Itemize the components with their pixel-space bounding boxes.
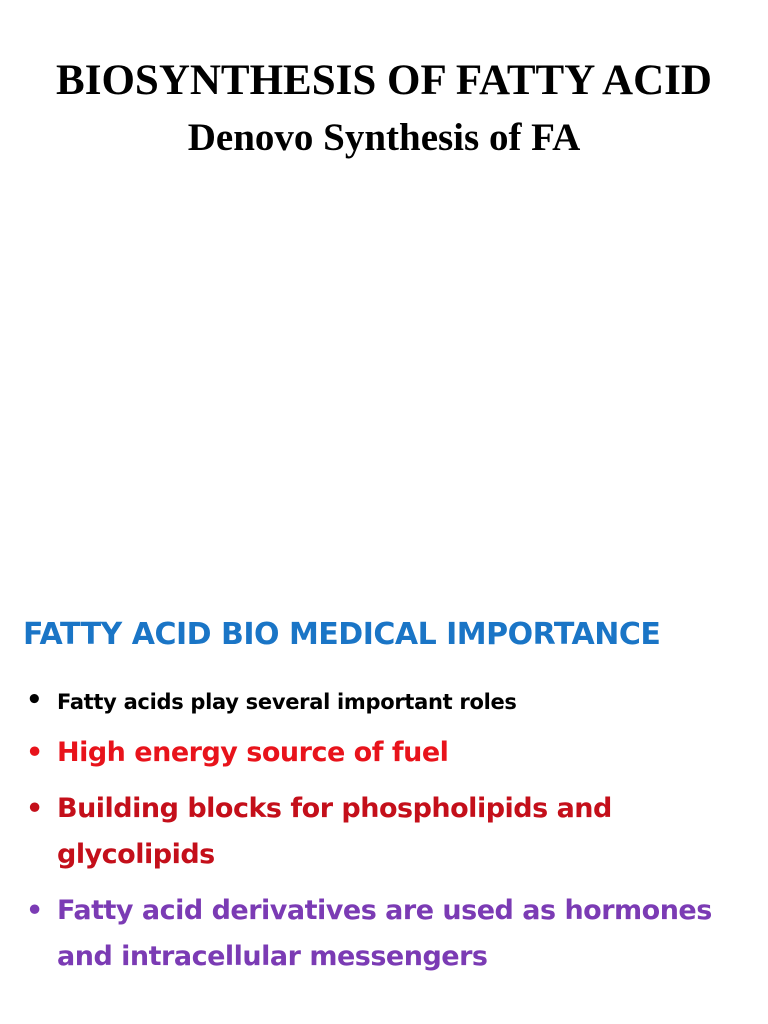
bullet-item xyxy=(26,786,756,878)
bullet-list xyxy=(26,680,756,980)
slide-importance xyxy=(0,580,768,1024)
page-subtitle: Denovo Synthesis of FA xyxy=(187,116,581,159)
bullet-dot-icon: • xyxy=(26,895,43,926)
page-title: BIOSYNTHESIS OF FATTY ACID xyxy=(56,57,712,104)
bullet-text: High energy source of fuel xyxy=(57,737,449,768)
bullet-text: Fatty acids play several important roles xyxy=(57,690,517,714)
bullet-dot-icon: • xyxy=(26,685,43,715)
section-heading: FATTY ACID BIO MEDICAL IMPORTANCE xyxy=(23,617,661,652)
bullet-text: Building blocks for phospholipids and glycolipids xyxy=(57,793,612,870)
bullet-text: Fatty acid derivatives are used as hormones and intracellular messengers xyxy=(57,895,712,972)
bullet-item xyxy=(26,730,756,776)
bullet-dot-icon: • xyxy=(26,793,43,824)
bullet-item xyxy=(26,680,756,724)
bullet-dot-icon: • xyxy=(26,737,43,768)
bullet-item xyxy=(26,888,756,980)
